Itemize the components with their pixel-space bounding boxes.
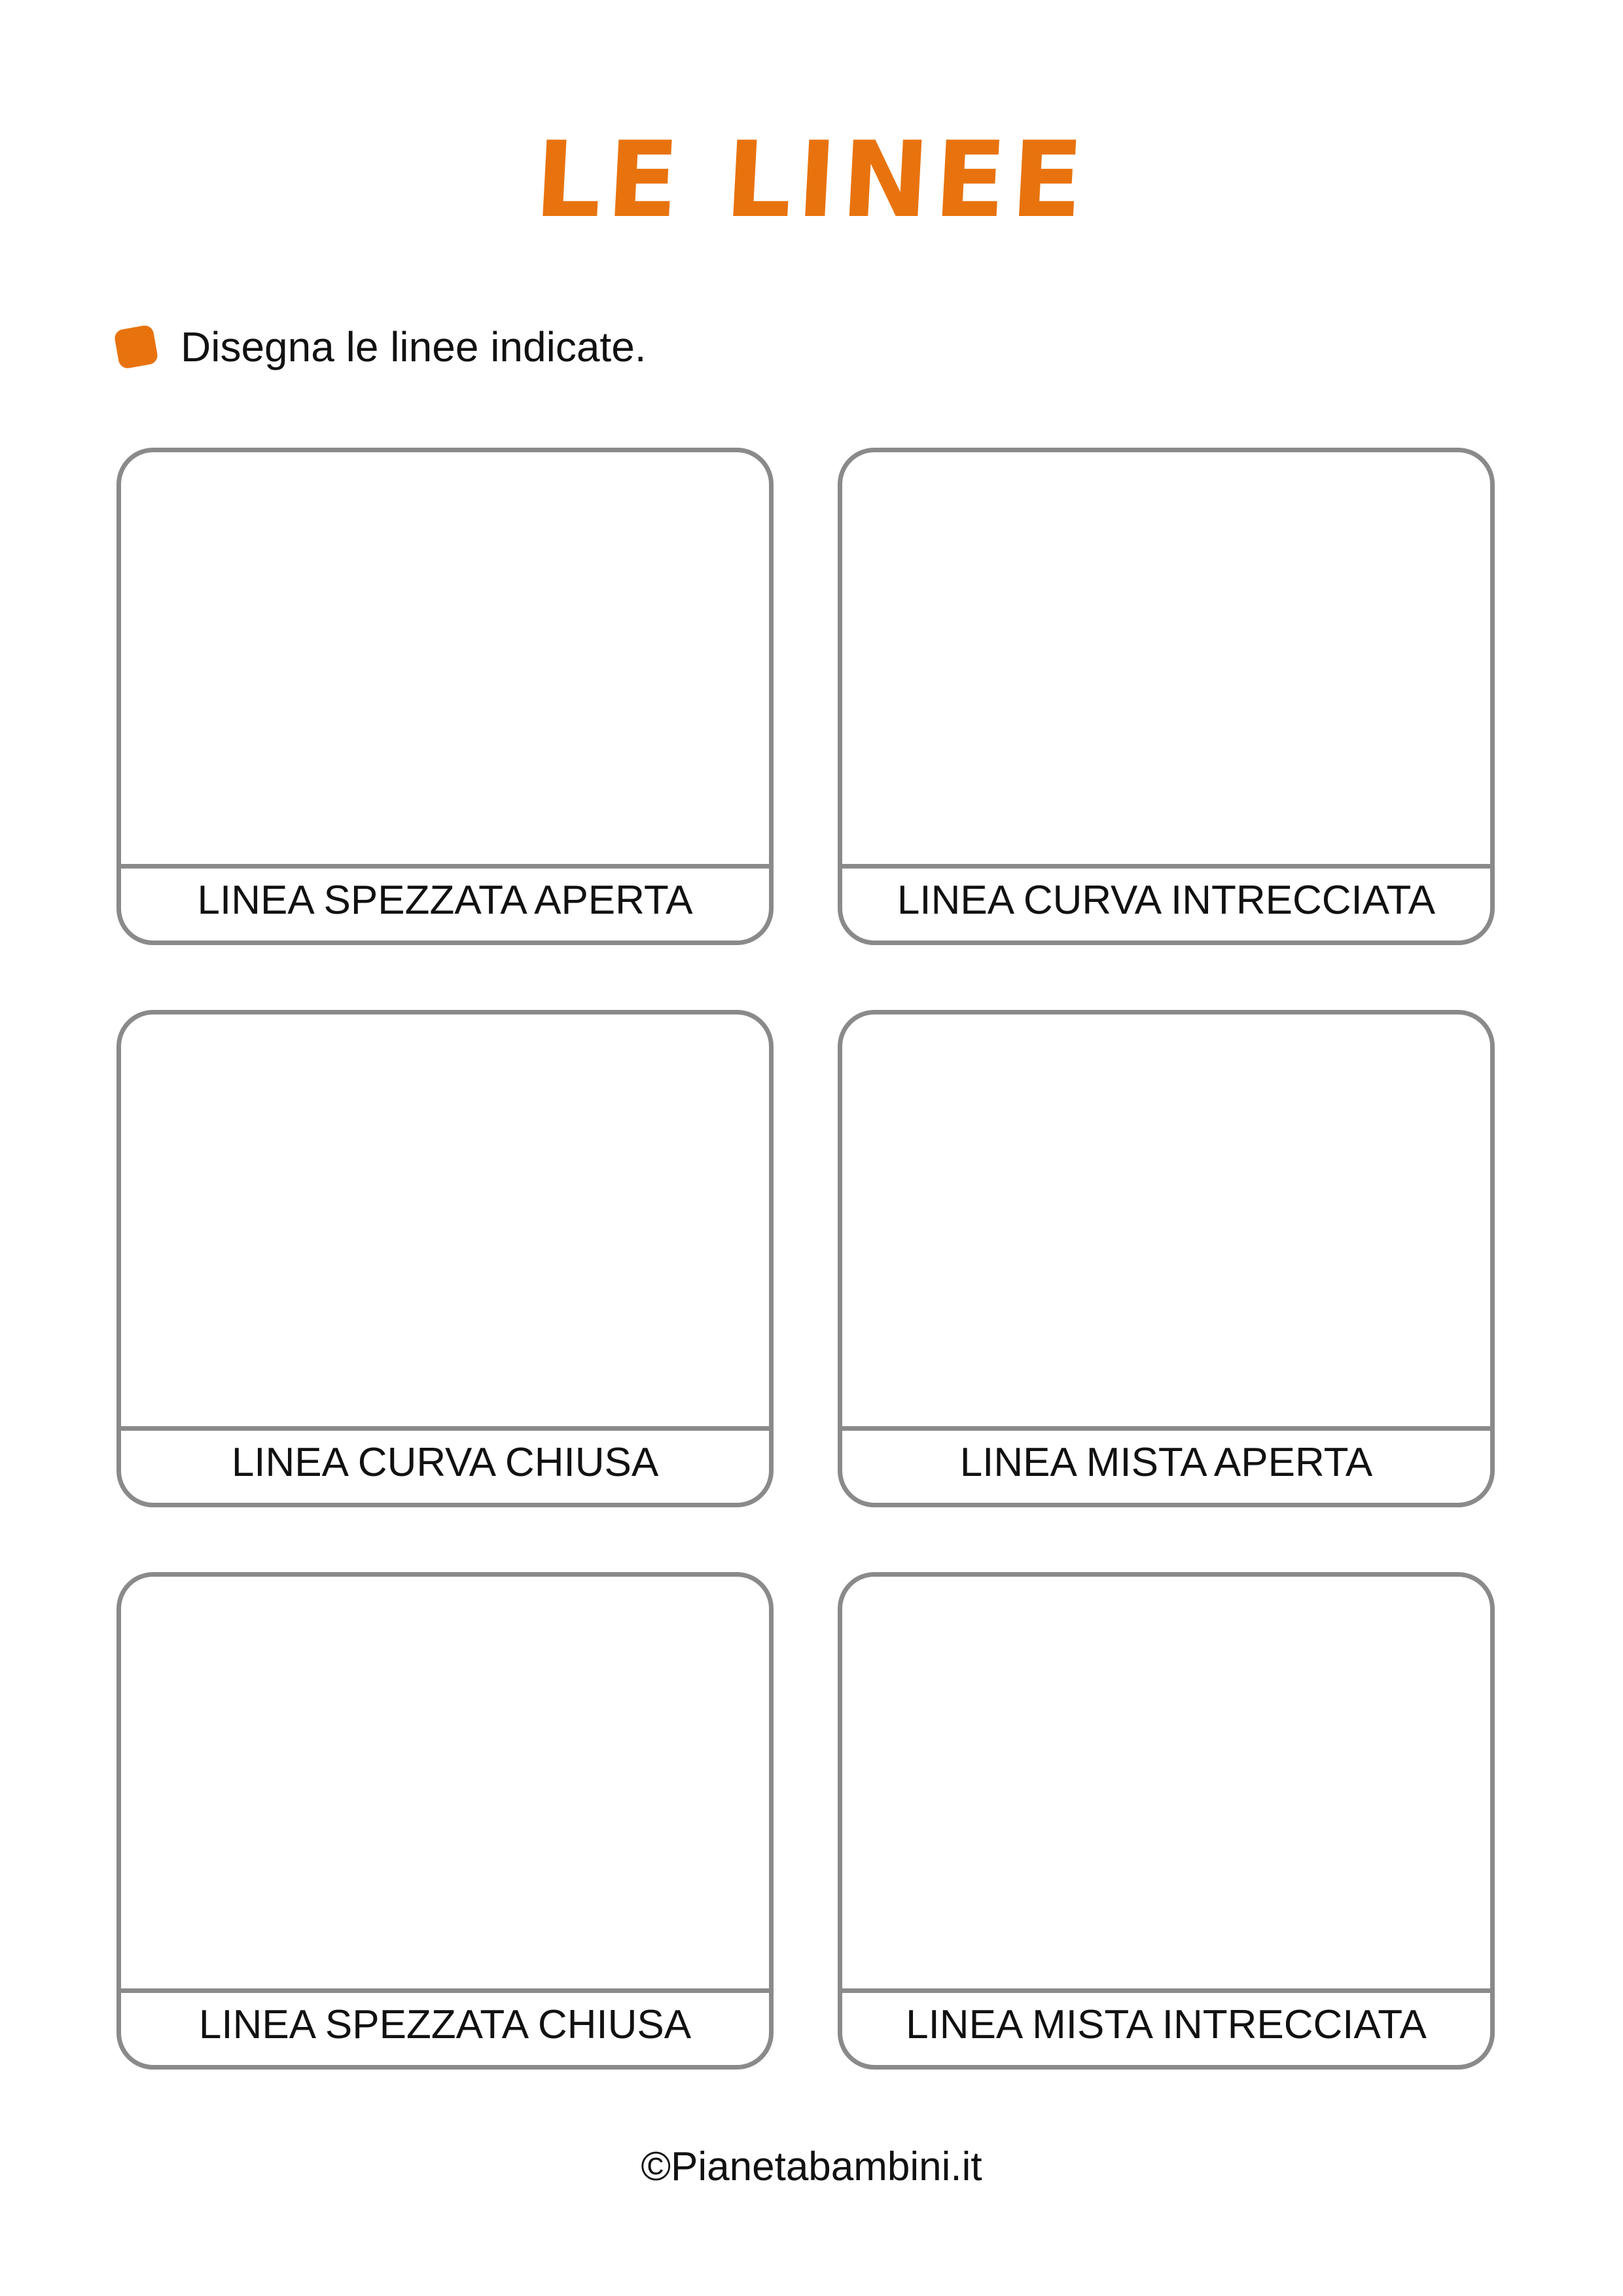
drawing-area[interactable] [842, 1014, 1490, 1431]
card-label: LINEA CURVA INTRECCIATA [897, 877, 1436, 923]
drawing-card [116, 448, 774, 945]
card-label: LINEA MISTA APERTA [959, 1439, 1373, 1485]
copyright-footer: ©Pianetabambini.it [641, 2144, 982, 2189]
card-label: LINEA CURVA CHIUSA [231, 1439, 659, 1485]
instruction-text: Disegna le linee indicate. [181, 323, 647, 370]
card-label: LINEA MISTA INTRECCIATA [906, 2001, 1427, 2047]
drawing-card [116, 1010, 774, 1507]
drawing-area[interactable] [121, 1577, 769, 1993]
instruction [116, 317, 647, 376]
drawing-card [116, 1572, 774, 2070]
drawing-area[interactable] [121, 1014, 769, 1431]
drawing-card [838, 448, 1495, 945]
drawing-area[interactable] [842, 452, 1490, 869]
drawing-area[interactable] [121, 452, 769, 869]
drawing-card [838, 1010, 1495, 1507]
bullet-icon [113, 324, 159, 370]
card-label: LINEA SPEZZATA APERTA [197, 877, 693, 923]
card-label: LINEA SPEZZATA CHIUSA [198, 2001, 692, 2047]
page-title: LE LINEE [531, 118, 1092, 241]
drawing-area[interactable] [842, 1577, 1490, 1993]
drawing-card [838, 1572, 1495, 2070]
